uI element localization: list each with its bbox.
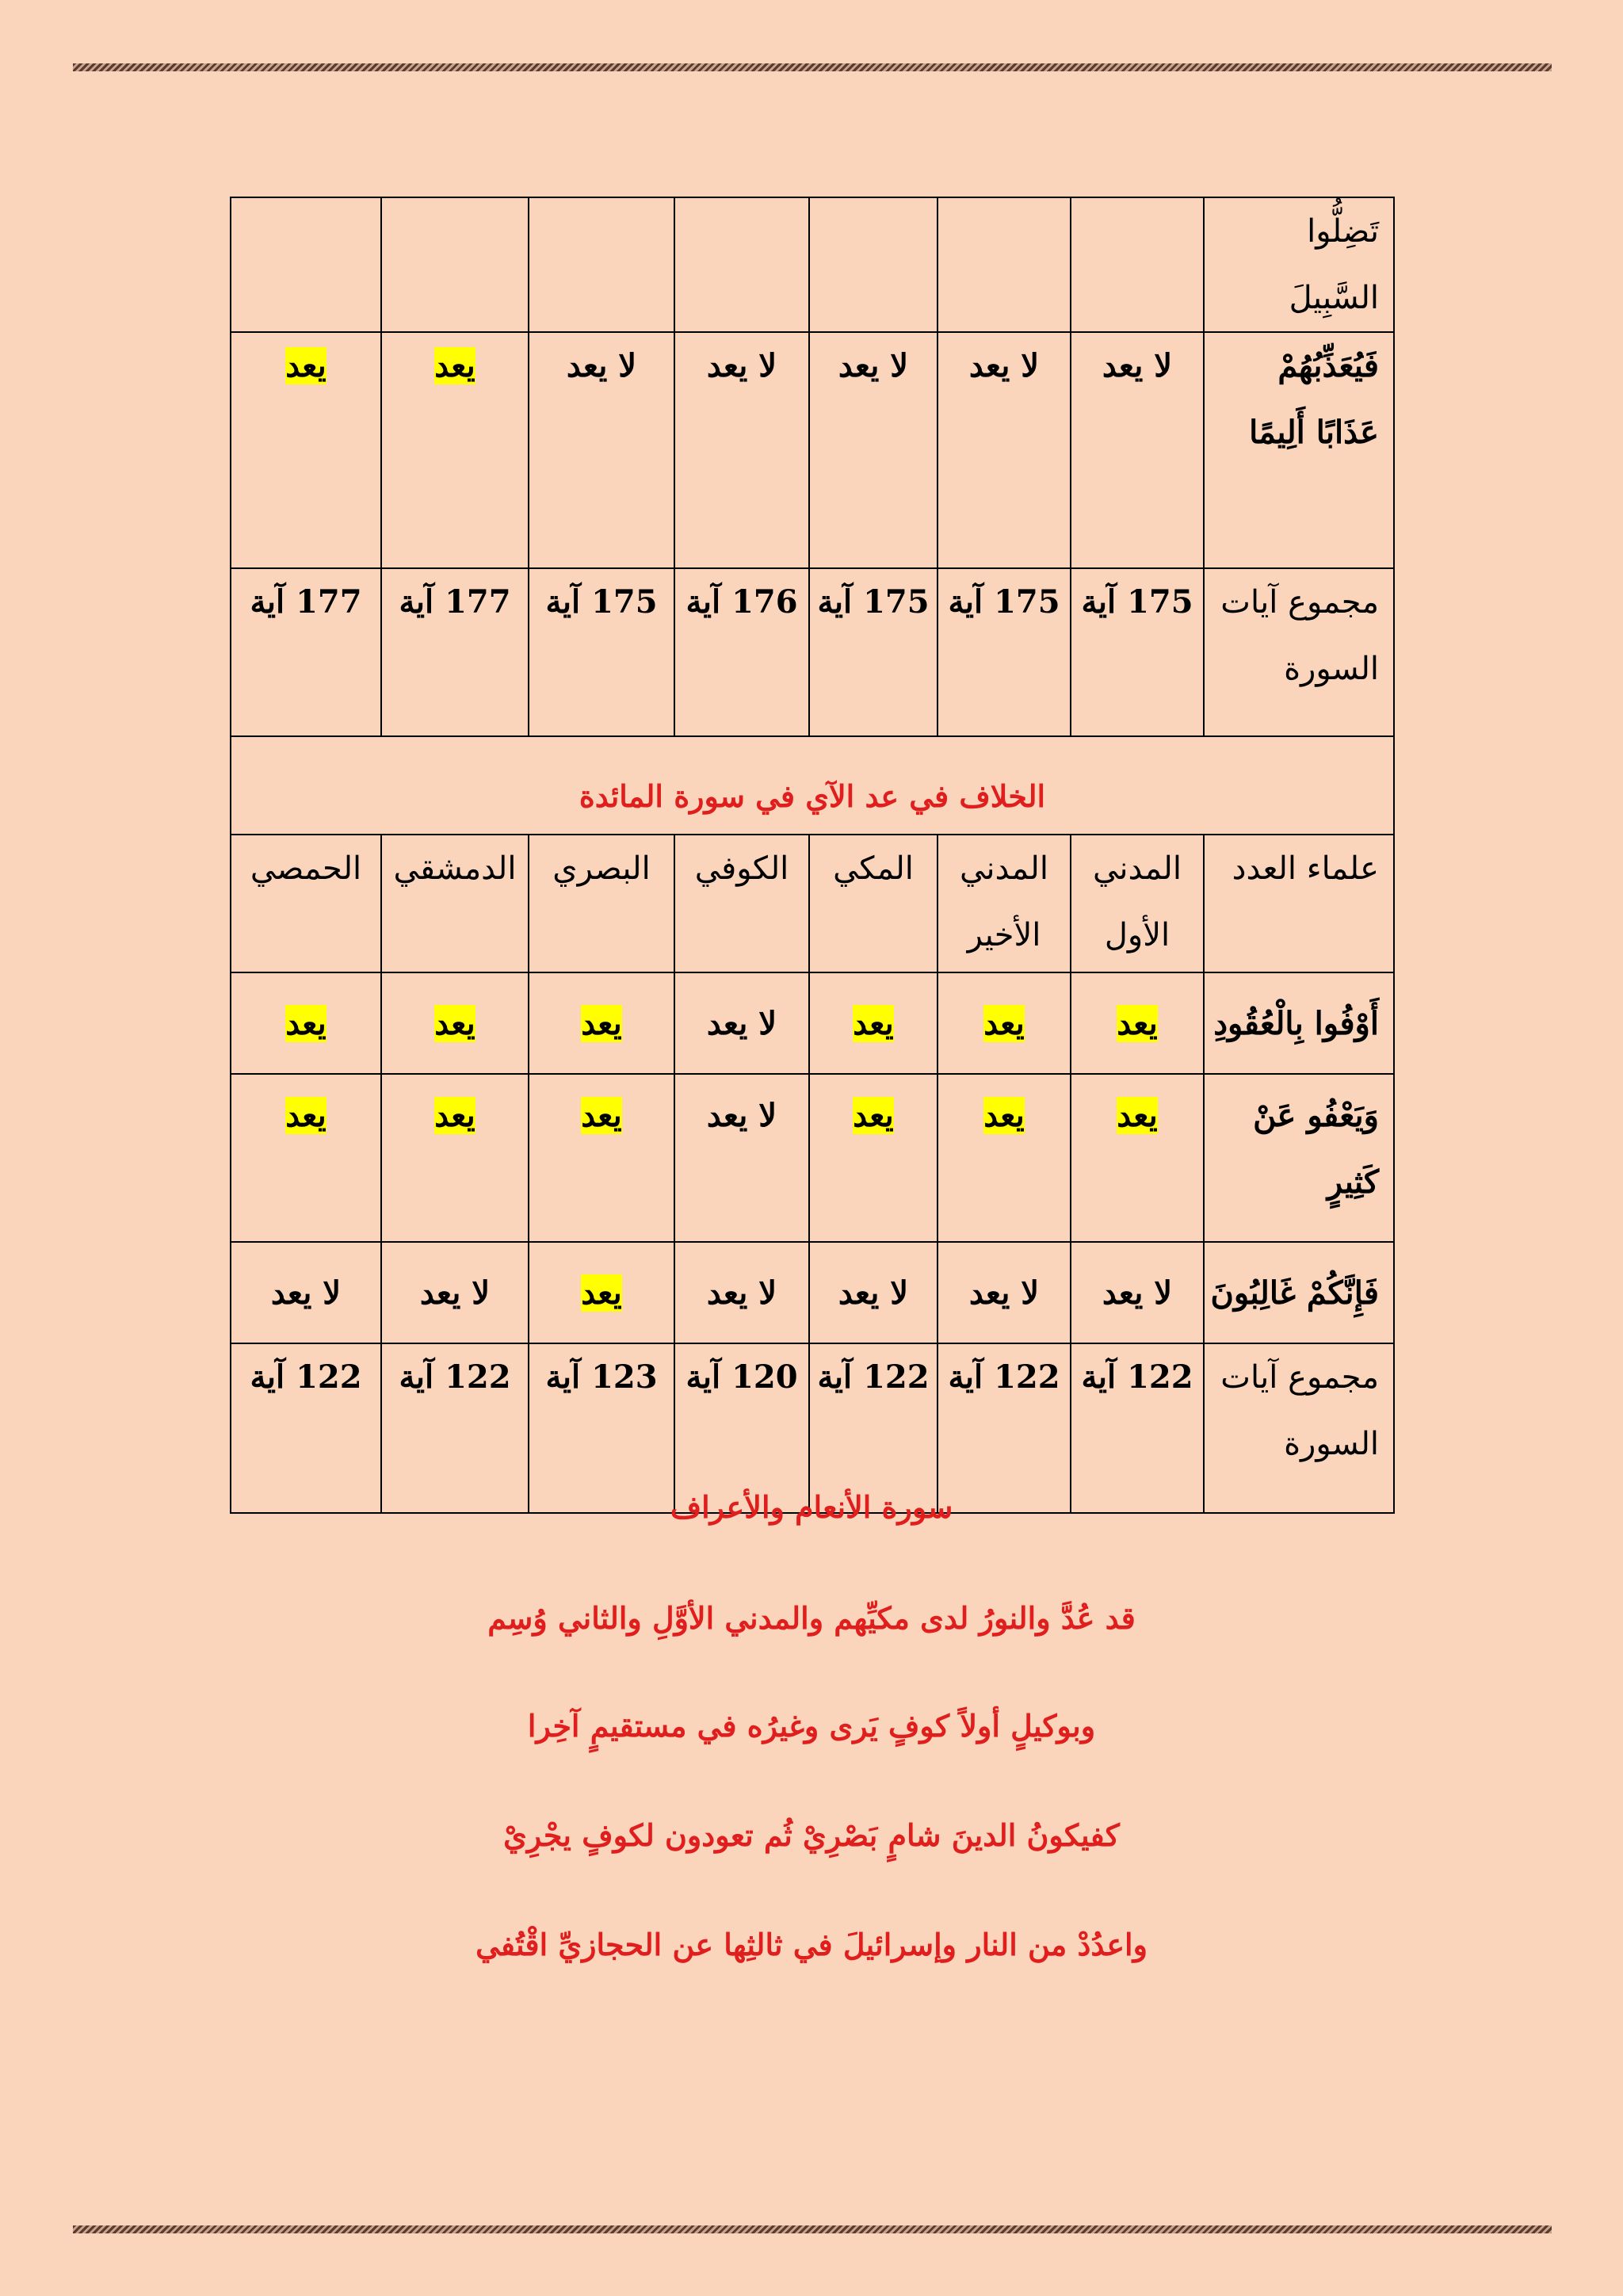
poem-line: وبوكيلٍ أولاً كوفٍ يَرى وغيرُه في مستقيمٍ آخِرا <box>527 1708 1096 1744</box>
count-cell: لا يعد <box>809 1242 938 1343</box>
table-row <box>231 568 1394 736</box>
total-cell: 123 آية <box>529 1343 674 1513</box>
poem-line: واعدُدْ من النار وإسرائيلَ في ثالثِها عن الحجازيِّ اقْتُفي <box>475 1927 1148 1962</box>
total-label: مجموع آيات السورة <box>1204 1343 1394 1513</box>
verse-label: فَيُعَذِّبُهُمْ عَذَابًا أَلِيمًا <box>1204 332 1394 568</box>
total-cell: 177 آية <box>231 568 381 736</box>
column-header: الكوفي <box>674 835 809 972</box>
verse-label: وَيَعْفُو عَنْ كَثِيرٍ <box>1204 1074 1394 1242</box>
verse-label: فَإِنَّكُمْ غَالِبُونَ <box>1204 1242 1394 1343</box>
top-decorative-border <box>73 63 1552 71</box>
count-cell: يعد <box>381 972 529 1074</box>
count-cell <box>381 197 529 332</box>
count-cell: يعد <box>1071 972 1204 1074</box>
count-cell: يعد <box>529 1242 674 1343</box>
count-cell <box>231 332 381 568</box>
column-header: المكي <box>809 835 938 972</box>
count-cell <box>938 197 1071 332</box>
count-cell: يعد <box>529 972 674 1074</box>
count-cell <box>231 197 381 332</box>
total-cell: 122 آية <box>809 1343 938 1513</box>
count-cell <box>529 197 674 332</box>
count-cell: لا يعد <box>674 1242 809 1343</box>
total-cell: 175 آية <box>529 568 674 736</box>
count-cell: يعد <box>381 1074 529 1242</box>
count-cell: لا يعد <box>1071 1242 1204 1343</box>
count-cell: لا يعد <box>674 1074 809 1242</box>
count-cell: لا يعد <box>938 1242 1071 1343</box>
total-cell: 120 آية <box>674 1343 809 1513</box>
verse-label: أَوْفُوا بِالْعُقُودِ <box>1204 972 1394 1074</box>
column-header: المدني الأخير <box>938 835 1071 972</box>
total-cell: 175 آية <box>809 568 938 736</box>
table-row <box>231 736 1394 835</box>
highlighted-count: يعد <box>285 347 327 384</box>
count-cell: لا يعد <box>674 332 809 568</box>
column-header: المدني الأول <box>1071 835 1204 972</box>
count-cell <box>1071 197 1204 332</box>
count-cell: يعد <box>529 1074 674 1242</box>
total-cell: 176 آية <box>674 568 809 736</box>
table-row <box>231 1074 1394 1242</box>
count-cell: يعد <box>938 972 1071 1074</box>
count-cell: يعد <box>938 1074 1071 1242</box>
total-cell: 175 آية <box>1071 568 1204 736</box>
table-row <box>231 1242 1394 1343</box>
count-cell: يعد <box>1071 1074 1204 1242</box>
verse-count-table <box>230 197 1395 1514</box>
table-row <box>231 332 1394 568</box>
verse-label: تَضِلُّوا السَّبِيلَ <box>1204 197 1394 332</box>
total-cell: 122 آية <box>1071 1343 1204 1513</box>
total-cell: 122 آية <box>938 1343 1071 1513</box>
bottom-decorative-border <box>73 2225 1552 2233</box>
total-label: مجموع آيات السورة <box>1204 568 1394 736</box>
column-header: الدمشقي <box>381 835 529 972</box>
table-header-row <box>231 835 1394 972</box>
count-cell <box>809 197 938 332</box>
count-cell: لا يعد <box>809 332 938 568</box>
section-title: الخلاف في عد الآي في سورة المائدة <box>231 736 1394 835</box>
count-cell: يعد <box>231 972 381 1074</box>
page-content <box>230 197 1393 1514</box>
total-cell: 177 آية <box>381 568 529 736</box>
total-cell: 175 آية <box>938 568 1071 736</box>
count-cell: يعد <box>809 972 938 1074</box>
poem-title: سورة الأنعام والأعراف <box>670 1489 953 1525</box>
poem-line: كفيكونُ الدينَ شامٍ بَصْرِيْ ثُم تعودون لكوفٍ يجْرِيْ <box>503 1817 1120 1853</box>
column-header: البصري <box>529 835 674 972</box>
count-cell: يعد <box>231 1074 381 1242</box>
poem-line: قد عُدَّ والنورُ لدى مكيِّهم والمدني الأوَّلِ والثاني وُسِم <box>487 1600 1136 1636</box>
count-cell: لا يعد <box>529 332 674 568</box>
table-row <box>231 972 1394 1074</box>
total-cell: 122 آية <box>231 1343 381 1513</box>
column-header: الحمصي <box>231 835 381 972</box>
header-label: علماء العدد <box>1204 835 1394 972</box>
table-row <box>231 197 1394 332</box>
count-cell: لا يعد <box>231 1242 381 1343</box>
count-cell <box>381 332 529 568</box>
highlighted-count: يعد <box>434 347 475 384</box>
count-cell: لا يعد <box>381 1242 529 1343</box>
count-cell: لا يعد <box>674 972 809 1074</box>
count-cell: لا يعد <box>938 332 1071 568</box>
total-cell: 122 آية <box>381 1343 529 1513</box>
count-cell: يعد <box>809 1074 938 1242</box>
count-cell <box>674 197 809 332</box>
count-cell: لا يعد <box>1071 332 1204 568</box>
